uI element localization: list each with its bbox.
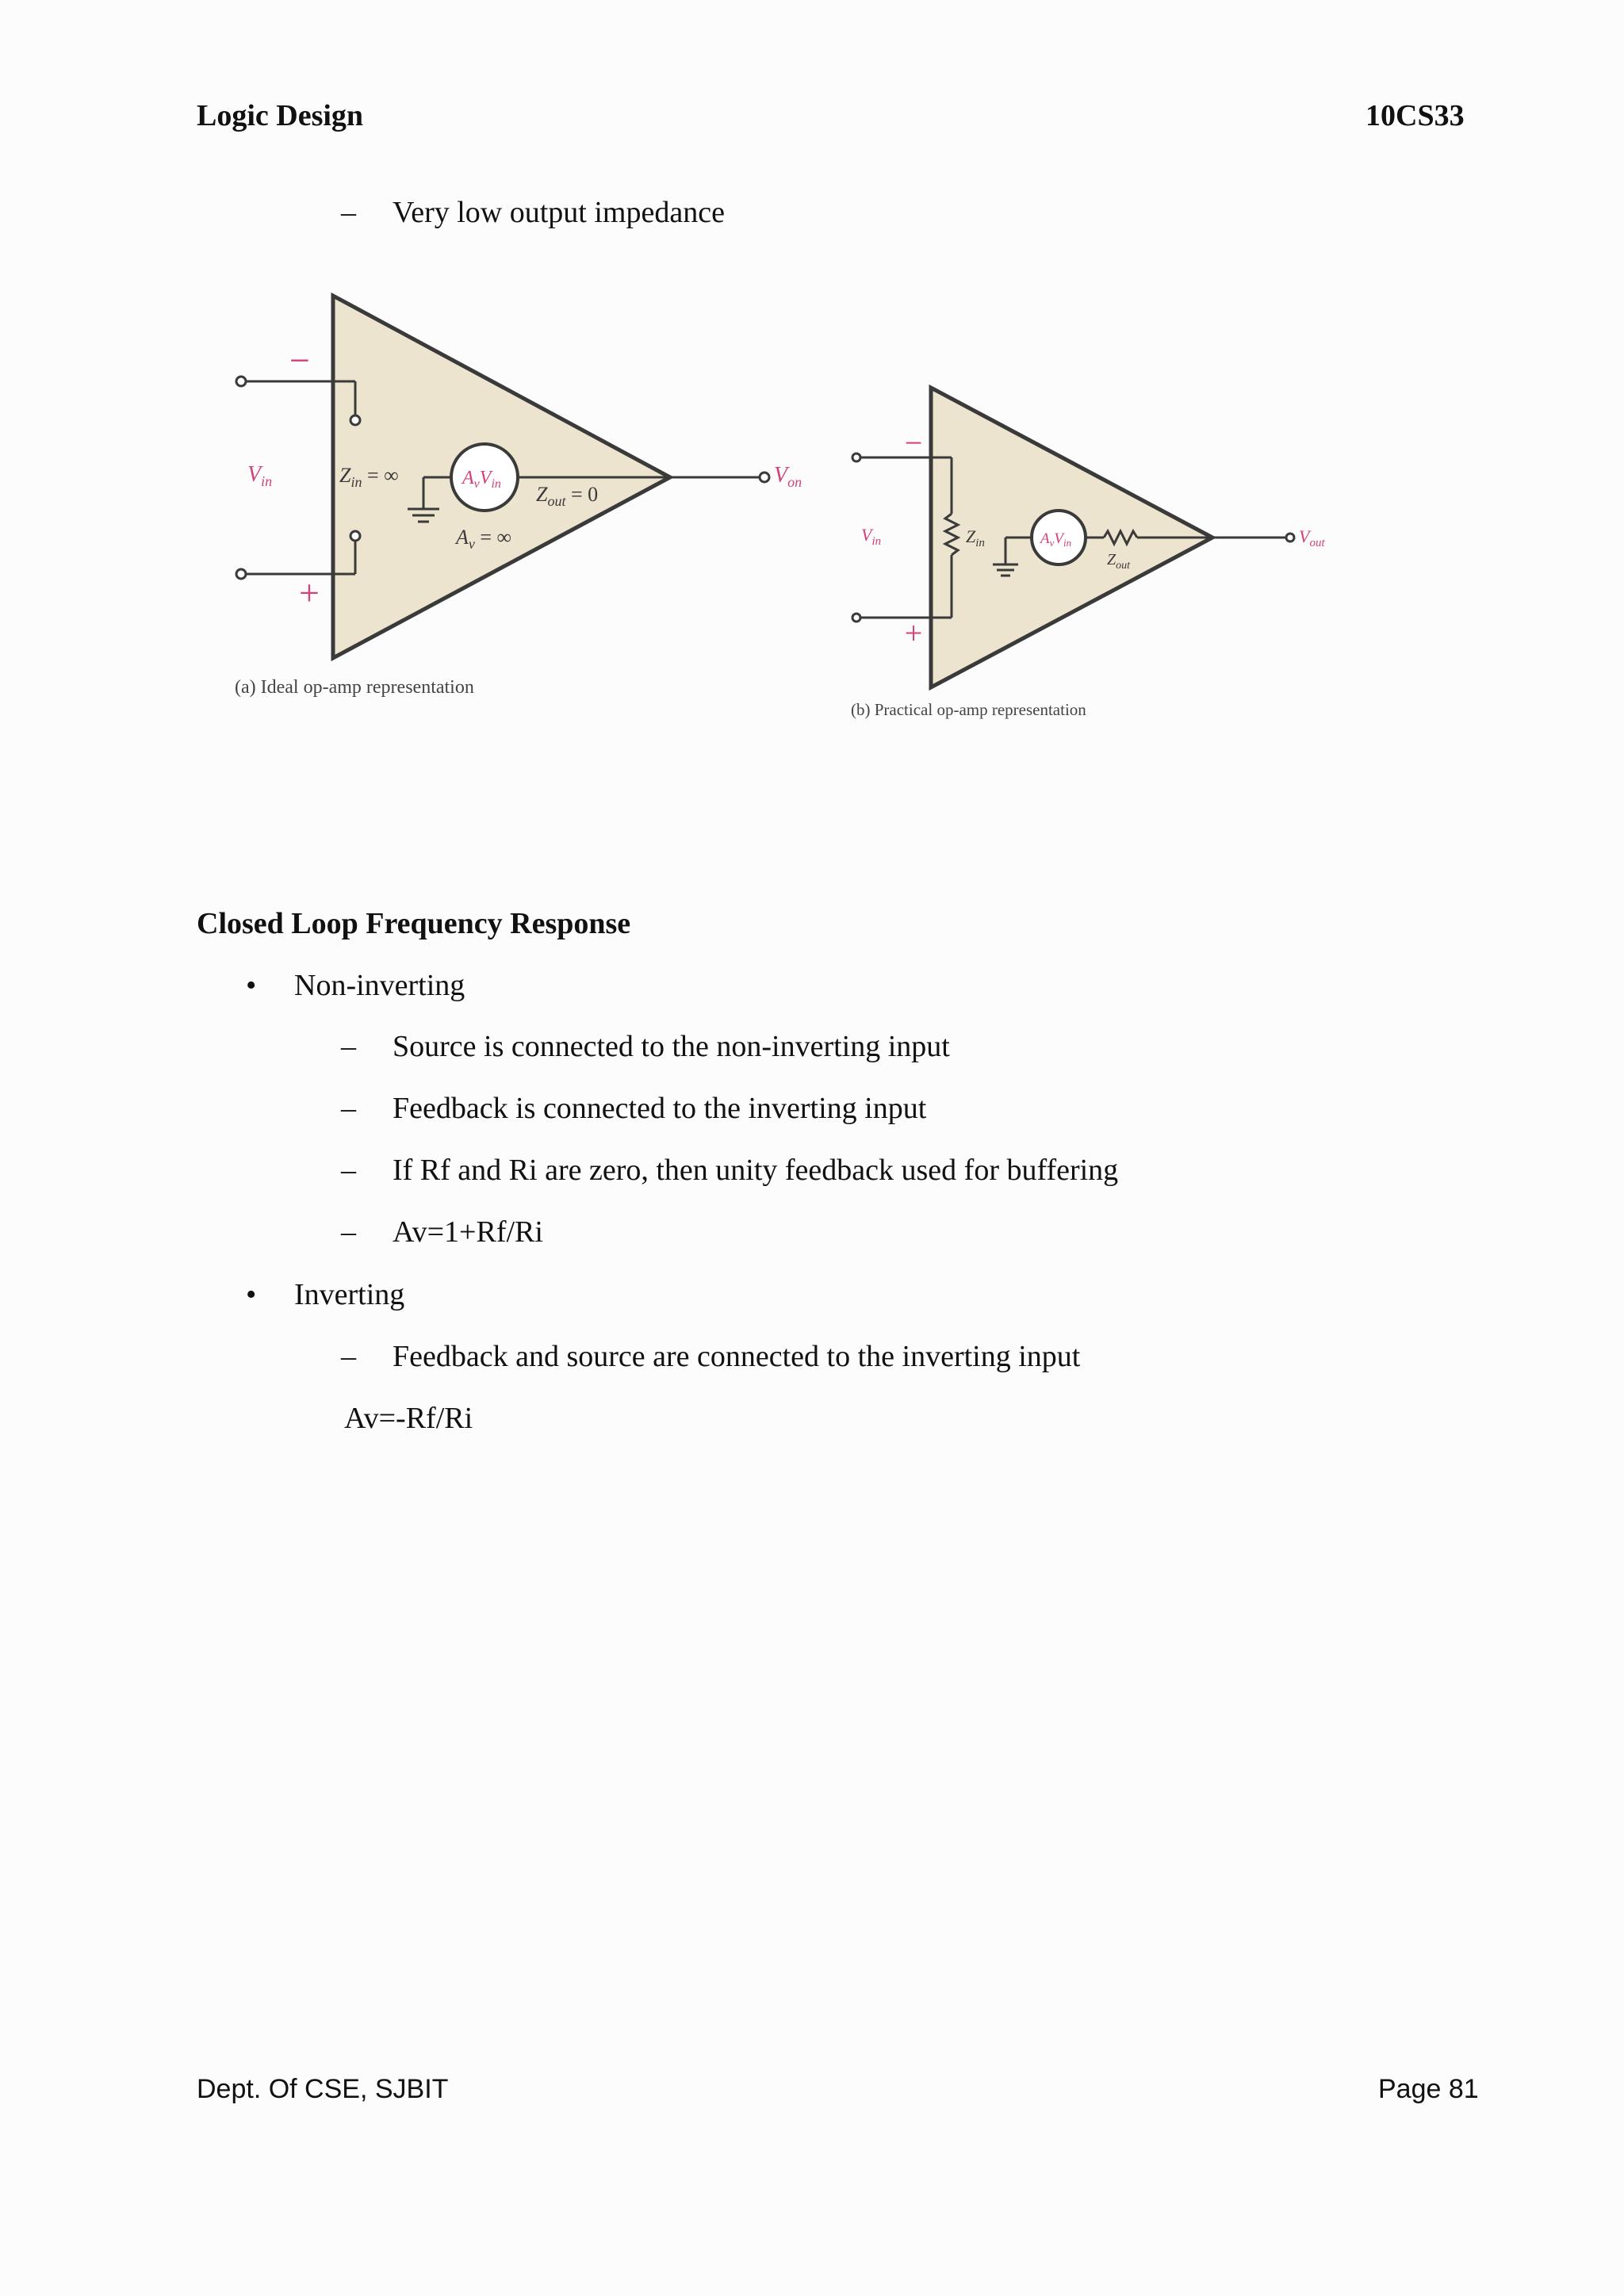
practical-zout-label: $Z_{out}$: [1107, 551, 1131, 572]
ideal-zin-label: $Z_{in}$ = ∞: [339, 464, 399, 490]
practical-minus-label: −: [904, 425, 923, 461]
list-subitem: Av=1+Rf/Ri: [393, 1215, 543, 1249]
ideal-zout-label: $Z_{out} = 0$: [536, 483, 599, 509]
list-subitem: Feedback is connected to the inverting input: [393, 1092, 927, 1125]
dash-marker: –: [341, 1092, 356, 1125]
ideal-av-label: $A_v$ = ∞: [456, 526, 512, 552]
practical-zin-label: $Z_{in}$: [966, 526, 985, 549]
ideal-caption: (a) Ideal op-amp representation: [235, 677, 474, 698]
list-subitem: If Rf and Ri are zero, then unity feedback used for buffering: [393, 1154, 1119, 1187]
section-heading: Closed Loop Frequency Response: [197, 907, 631, 940]
footer-dept: Dept. Of CSE, SJBIT: [197, 2074, 449, 2104]
header-title: Logic Design: [197, 99, 364, 132]
dash-marker: –: [341, 1030, 356, 1063]
bullet-marker: •: [246, 1278, 257, 1311]
ideal-minus-label: −: [289, 340, 310, 381]
practical-vout-label: $V_{out}$: [1299, 526, 1325, 549]
inverting-gain-note: Av=-Rf/Ri: [344, 1402, 473, 1435]
practical-op-amp-diagram: [851, 388, 1325, 719]
footer-page-number: Page 81: [1378, 2074, 1479, 2104]
practical-vin-label: $V_{in}$: [861, 525, 882, 548]
op-amp-figure: [0, 270, 1624, 729]
dash-marker: –: [341, 1340, 356, 1373]
list-item-non-inverting: Non-inverting: [294, 969, 465, 1002]
ideal-vin-label: $V_{in}$: [247, 462, 273, 489]
header-code: 10CS33: [1365, 99, 1465, 132]
list-item-inverting: Inverting: [294, 1278, 405, 1311]
dash-marker: –: [341, 1154, 356, 1187]
ideal-plus-label: +: [299, 572, 320, 613]
practical-plus-label: +: [904, 615, 923, 651]
practical-source-label: $A_vV_{in}$: [1040, 530, 1072, 549]
dash-marker: –: [341, 1215, 356, 1249]
list-subitem: Feedback and source are connected to the inverting input: [393, 1340, 1081, 1373]
ideal-vout-label: $V_{on}$: [774, 463, 802, 490]
dash-marker: –: [341, 196, 356, 229]
intro-bullet-text: Very low output impedance: [393, 196, 725, 229]
ideal-op-amp-diagram: [235, 296, 802, 698]
list-subitem: Source is connected to the non-inverting input: [393, 1030, 950, 1063]
practical-caption: (b) Practical op-amp representation: [851, 700, 1086, 719]
ideal-source-label: $A_vV_{in}$: [462, 468, 501, 491]
bullet-marker: •: [246, 969, 257, 1002]
